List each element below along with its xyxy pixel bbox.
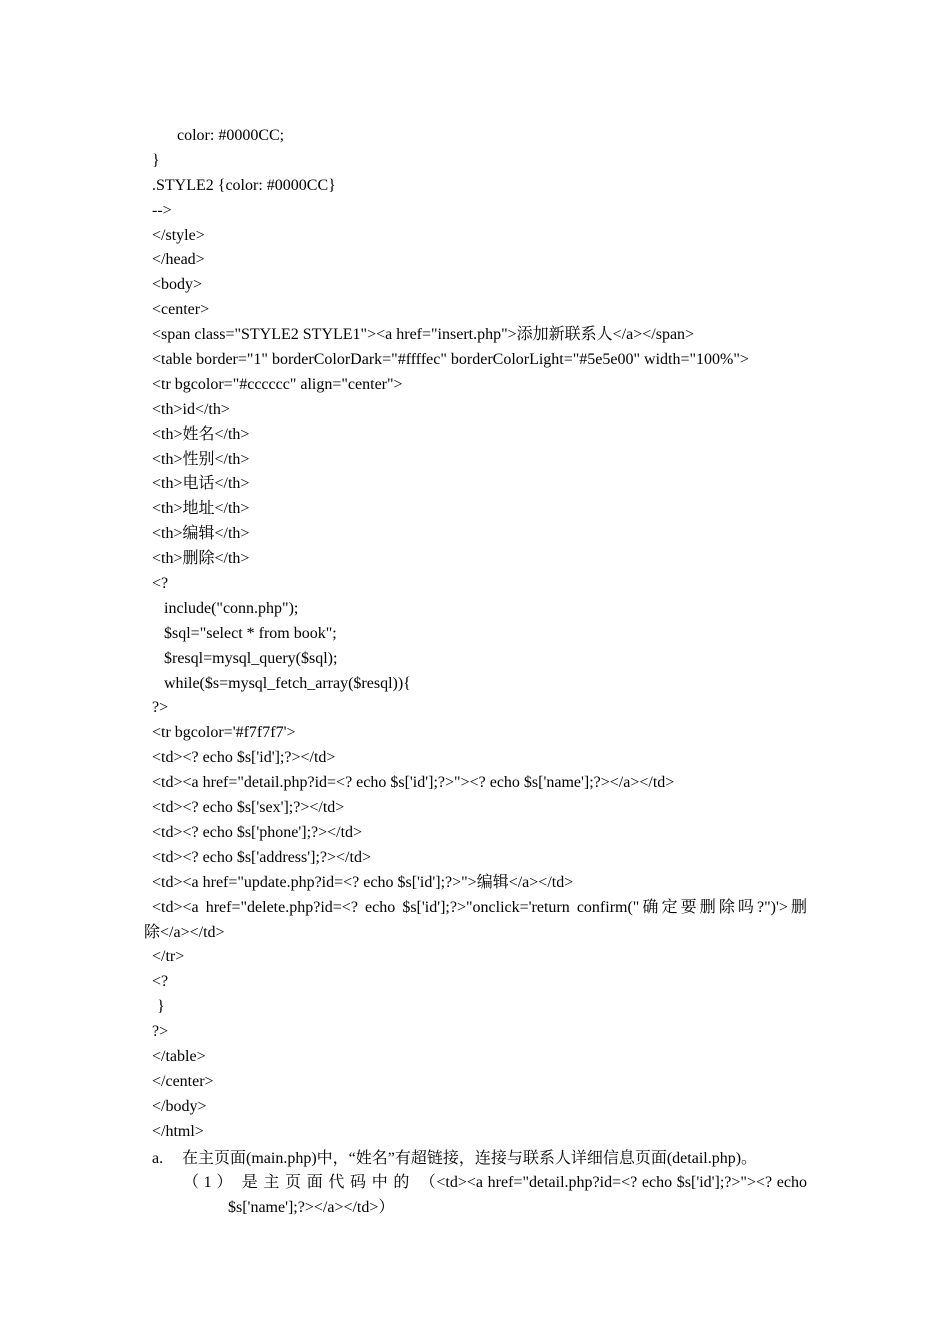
- code-line: </center>: [152, 1072, 214, 1090]
- item-label: a.: [152, 1150, 164, 1167]
- sub-item-code-close: $s['name'];?></a></td>）: [228, 1199, 395, 1216]
- code-line: <body>: [152, 276, 203, 294]
- code-line: <?: [152, 575, 169, 593]
- code-line: <td><? echo $s['id'];?></td>: [152, 749, 336, 767]
- code-line: while($s=mysql_fetch_array($resql)){: [164, 674, 411, 692]
- code-line: </html>: [152, 1122, 204, 1140]
- code-line: <td><a href="update.php?id=<? echo $s['id'];?>">编辑</a></td>: [152, 873, 574, 891]
- code-line: }: [152, 151, 160, 169]
- code-line: <td><? echo $s['phone'];?></td>: [152, 823, 363, 841]
- code-line: include("conn.php");: [164, 599, 299, 617]
- code-line: ?>: [152, 699, 169, 717]
- code-line: <table border="1" borderColorDark="#ffffec" borderColorLight="#5e5e00" width="100%">: [152, 351, 749, 369]
- code-line: <tr bgcolor='#f7f7f7'>: [152, 724, 296, 742]
- code-line: </body>: [152, 1097, 207, 1115]
- code-line: </style>: [152, 226, 205, 244]
- code-line: <td><? echo $s['address'];?></td>: [152, 848, 371, 866]
- code-line: color: #0000CC;: [177, 127, 285, 144]
- code-line: <th>性别</th>: [152, 450, 250, 468]
- code-line: <th>地址</th>: [152, 500, 250, 518]
- sub-item-number: （1）: [183, 1174, 238, 1191]
- code-line: <?: [152, 973, 169, 991]
- code-line: 除</a></td>: [144, 923, 225, 941]
- code-line: </tr>: [152, 948, 185, 966]
- code-line: $resql=mysql_query($sql);: [164, 649, 338, 667]
- code-line: <th>电话</th>: [152, 475, 250, 493]
- sub-item-lead: 是主页面代码中的: [241, 1174, 416, 1191]
- code-line: <th>姓名</th>: [152, 425, 250, 443]
- code-line: <center>: [152, 301, 210, 319]
- code-line: <span class="STYLE2 STYLE1"><a href="insert.php">添加新联系人</a></span>: [152, 326, 695, 344]
- item-text: 在主页面(main.php)中，“姓名”有超链接，连接与联系人详细信息页面(detail.php)。: [182, 1150, 758, 1167]
- code-line: <th>id</th>: [152, 400, 230, 418]
- code-line: </table>: [152, 1047, 206, 1065]
- code-line: <th>删除</th>: [152, 550, 250, 568]
- code-line: .STYLE2 {color: #0000CC}: [152, 176, 336, 194]
- sub-item-code-open: （<td><a href="detail.php?id=<? echo $s['id'];?>"><? echo: [419, 1174, 807, 1191]
- code-line: <td><? echo $s['sex'];?></td>: [152, 799, 345, 817]
- code-listing: [144, 124, 812, 1145]
- code-line: ?>: [152, 1023, 169, 1041]
- sub-item-1: [183, 1170, 807, 1220]
- code-line: <tr bgcolor="#cccccc" align="center">: [152, 375, 403, 393]
- code-line: </head>: [152, 251, 205, 269]
- code-line: }: [157, 998, 165, 1016]
- sub-item-first-line: [183, 1170, 807, 1195]
- code-line: -->: [152, 201, 172, 219]
- code-line: <td><a href="delete.php?id=<? echo $s['id'];?>"onclick='return confirm("确定要删除吗?")'>删: [152, 898, 807, 916]
- code-line: $sql="select * from book";: [164, 624, 337, 642]
- code-line: <th>编辑</th>: [152, 525, 250, 543]
- list-item-a: [152, 1145, 812, 1168]
- code-line: <td><a href="detail.php?id=<? echo $s['id'];?>"><? echo $s['name'];?></a></td>: [152, 774, 675, 792]
